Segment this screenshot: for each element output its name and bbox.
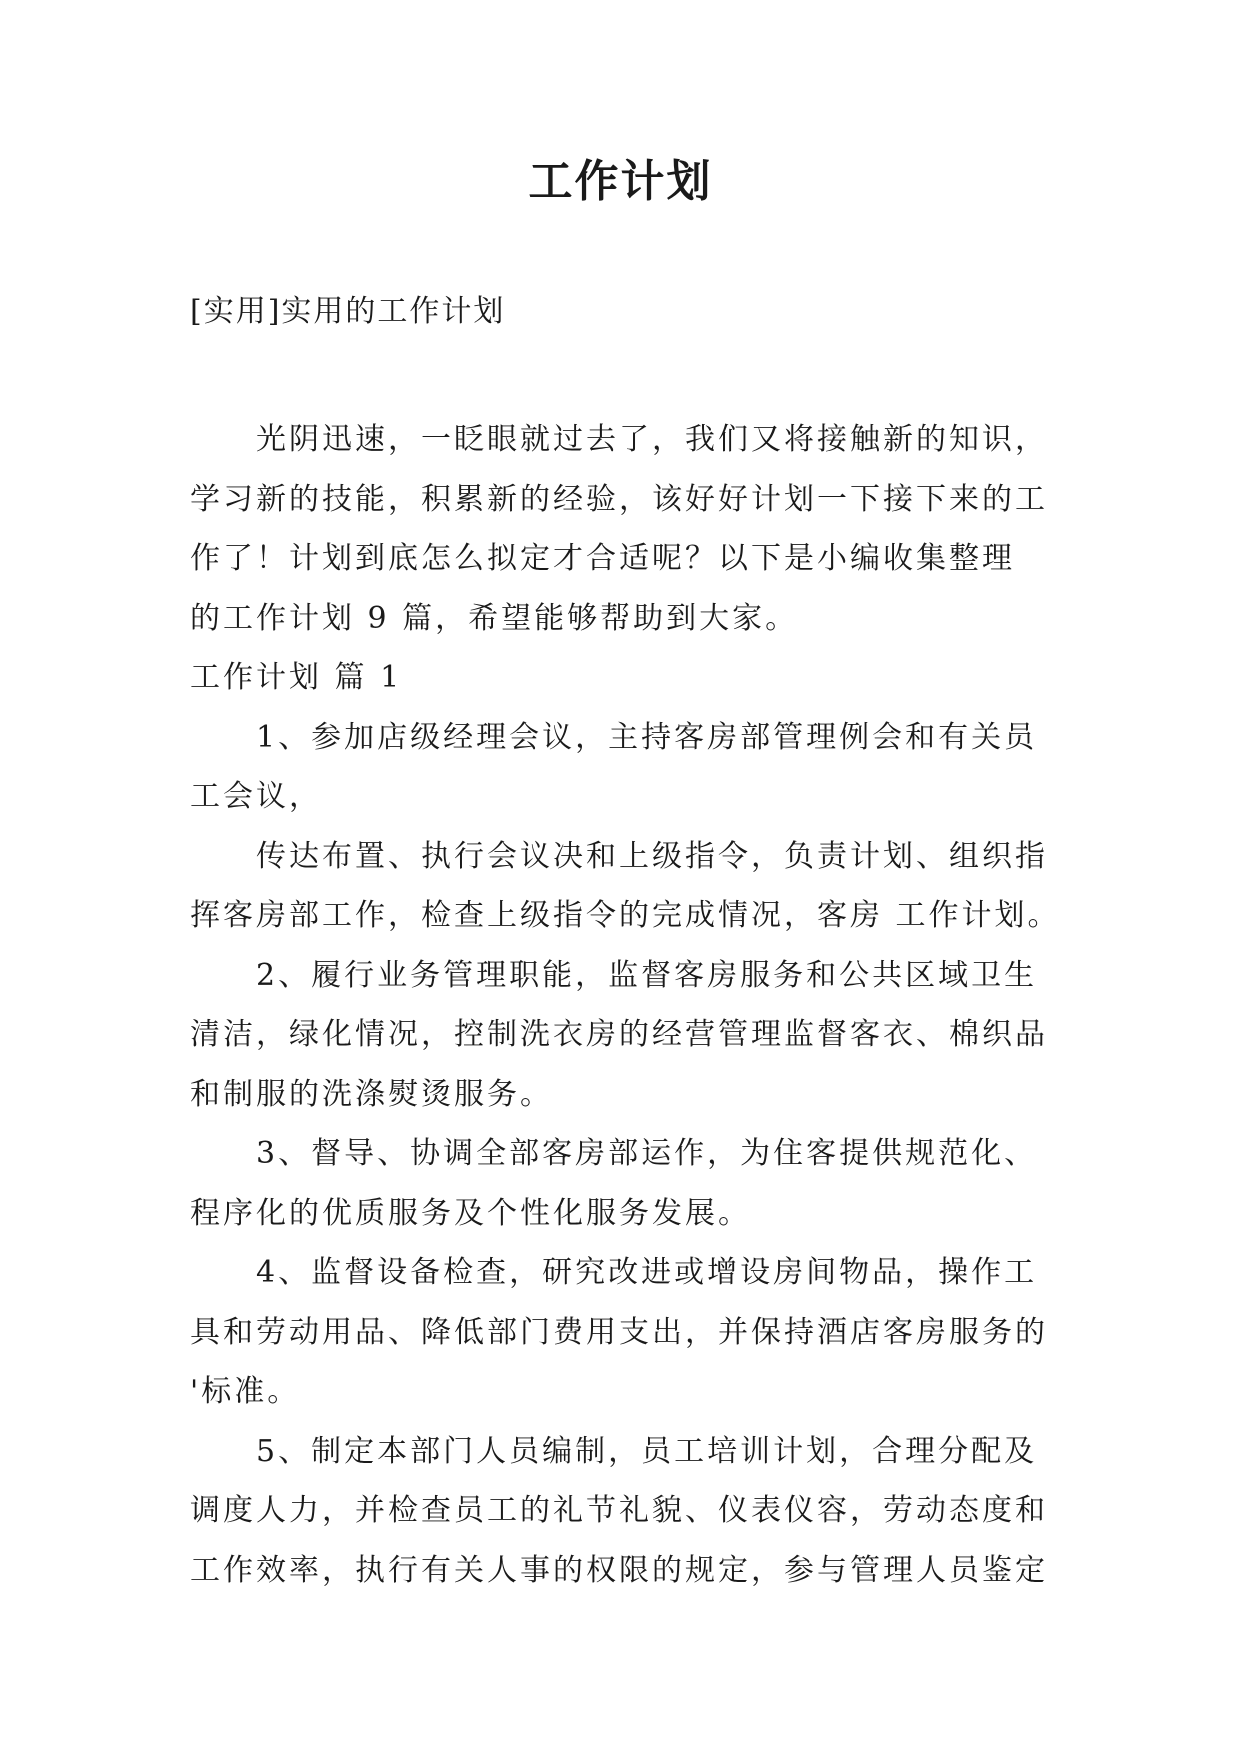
text-line: 工作效率，执行有关人事的权限的规定，参与管理人员鉴定 <box>190 1552 1048 1588</box>
document-subtitle: [实用]实用的工作计划 <box>190 294 506 329</box>
text-line: 1、参加店级经理会议，主持客房部管理例会和有关员 <box>256 719 1038 755</box>
text-line: 2、履行业务管理职能，监督客房服务和公共区域卫生 <box>256 957 1038 993</box>
text-line: '标准。 <box>190 1374 301 1409</box>
text-line: 光阴迅速，一眨眼就过去了，我们又将接触新的知识， <box>256 422 1048 457</box>
text-line: 调度人力，并检查员工的礼节礼貌、仪表仪容，劳动态度和 <box>190 1493 1048 1528</box>
text-line: 工会议， <box>190 779 322 814</box>
document-body <box>190 410 1070 1600</box>
text-line: 传达布置、执行会议决和上级指令，负责计划、组织指 <box>256 838 1048 874</box>
text-line: 学习新的技能，积累新的经验，该好好计划一下接下来的工 <box>190 481 1048 517</box>
text-line: 挥客房部工作，检查上级指令的完成情况，客房 工作计划。 <box>190 898 1061 933</box>
text-line: 具和劳动用品、降低部门费用支出，并保持酒店客房服务的 <box>190 1314 1048 1350</box>
text-line: 程序化的优质服务及个性化服务发展。 <box>190 1195 751 1231</box>
text-line: 和制服的洗涤熨烫服务。 <box>190 1076 553 1112</box>
text-line: 3、督导、协调全部客房部运作，为住客提供规范化、 <box>256 1136 1038 1171</box>
text-line: 工作计划 篇 1 <box>190 660 403 695</box>
text-line: 5、制定本部门人员编制，员工培训计划，合理分配及 <box>256 1433 1038 1469</box>
text-line: 的工作计划 9 篇，希望能够帮助到大家。 <box>190 600 799 636</box>
document-title: 工作计划 <box>528 156 713 207</box>
text-line: 清洁，绿化情况，控制洗衣房的经营管理监督客衣、棉织品 <box>190 1017 1048 1052</box>
text-line: 作了！计划到底怎么拟定才合适呢？以下是小编收集整理 <box>190 541 1015 576</box>
text-line: 4、监督设备检查，研究改进或增设房间物品，操作工 <box>256 1255 1038 1290</box>
